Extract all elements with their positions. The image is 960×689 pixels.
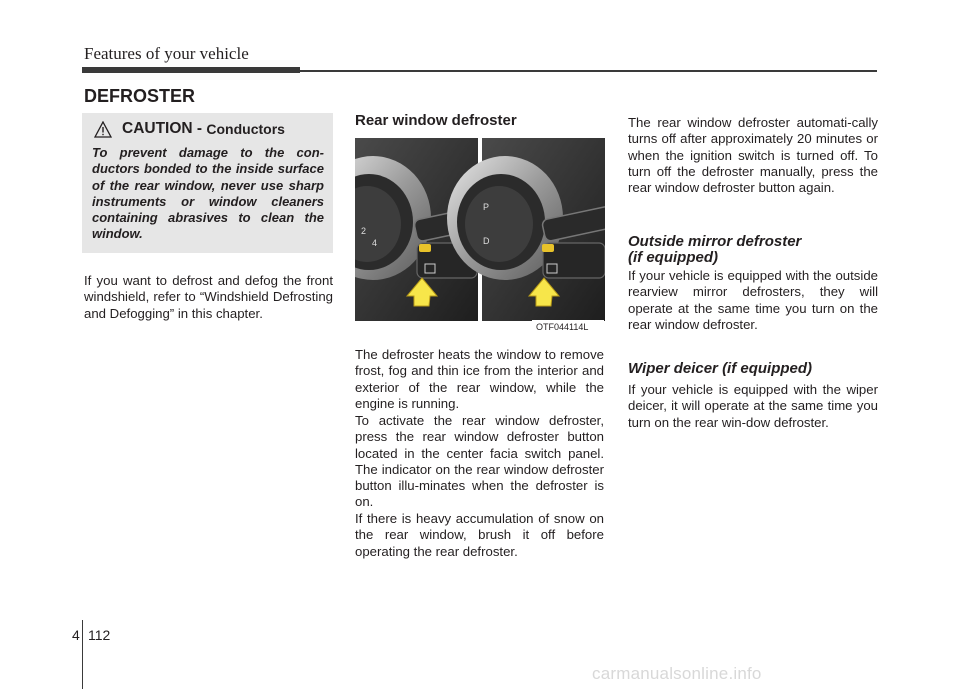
wiper-deicer-heading: Wiper deicer (if equipped) — [628, 360, 813, 377]
warning-triangle-icon — [94, 121, 112, 138]
outside-mirror-paragraph: If your vehicle is equipped with the outside rearview mirror defrosters, they will operate at the same time you turn on the rear window defroster. — [628, 268, 878, 332]
wiper-deicer-paragraph: If your vehicle is equipped with the wiper deicer, it will operate at the same time you turn on the rear win-dow defroster. — [628, 382, 878, 430]
watermark: carmanualsonline.info — [592, 664, 762, 683]
rear-window-defroster-heading: Rear window defroster — [355, 112, 517, 129]
chapter-number: 4 — [72, 627, 80, 643]
figure-caption: OTF044114L — [536, 322, 589, 332]
footer-rule — [82, 620, 83, 689]
windshield-reference-paragraph: If you want to defrost and defog the front windshield, refer to “Windshield Defrosting and Defogging” in this chapter. — [84, 273, 333, 321]
svg-text:P: P — [483, 202, 490, 212]
svg-text:4: 4 — [372, 238, 378, 248]
header-bar — [82, 67, 300, 73]
page-number: 112 — [88, 627, 111, 643]
svg-text:2: 2 — [361, 226, 367, 236]
caution-label: CAUTION - — [122, 120, 203, 137]
section-title: DEFROSTER — [84, 86, 196, 106]
auto-off-paragraph: The rear window defroster automati-cally turns off after approximately 20 minutes or when the ignition switch is turned off. To turn off the defroster manually, press the rear window defroster button again. — [628, 115, 878, 196]
defroster-description-paragraph: The defroster heats the window to remove frost, fog and thin ice from the interior and exterior of the rear window, while the engine is running. — [355, 347, 604, 411]
snow-removal-paragraph: If there is heavy accumulation of snow on the rear window, brush it off before operating the rear defroster. — [355, 511, 604, 559]
caution-text: To prevent damage to the con-ductors bonded to the inside surface of the rear window, never use sharp instruments or window cleaners containing abrasives to clean the window. — [92, 145, 324, 242]
caution-sublabel: Conductors — [206, 121, 285, 137]
header-rule — [300, 70, 877, 72]
outside-mirror-defroster-heading-note: (if equipped) — [628, 249, 718, 266]
defroster-activation-paragraph: To activate the rear window defroster, press the rear window defroster button located in the center facia switch panel. The indicator on the rear window defroster button illu-minates when the defroster is on. — [355, 413, 604, 510]
outside-mirror-defroster-heading: Outside mirror defroster — [628, 233, 802, 250]
defroster-switch-figure — [355, 138, 605, 337]
svg-text:D: D — [483, 236, 490, 246]
defroster-switch-illustration — [355, 138, 605, 337]
caution-heading — [94, 120, 285, 138]
running-header: Features of your vehicle — [84, 44, 249, 63]
